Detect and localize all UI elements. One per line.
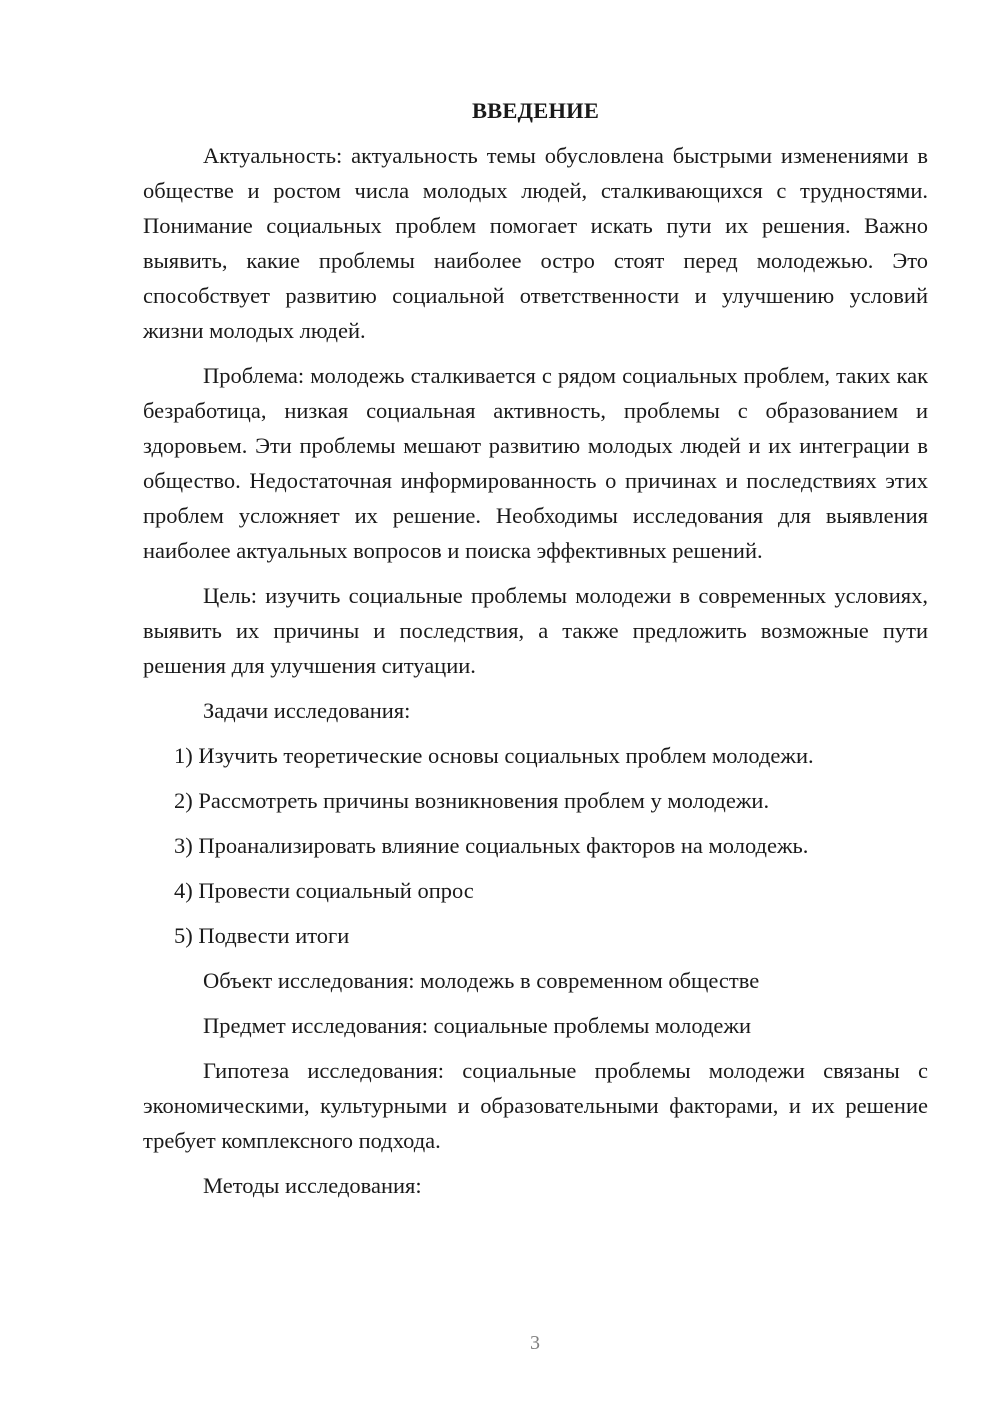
task-item-4: 4) Провести социальный опрос (174, 878, 474, 903)
research-object: Объект исследования: молодежь в современном обществе (203, 968, 760, 993)
page-content (143, 93, 928, 1213)
task-item-2: 2) Рассмотреть причины возникновения проблем у молодежи. (174, 788, 770, 813)
methods-title: Методы исследования: (203, 1173, 422, 1198)
tasks-title: Задачи исследования: (203, 698, 411, 723)
task-item-3: 3) Проанализировать влияние социальных факторов на молодежь. (174, 833, 809, 858)
section-heading: ВВЕДЕНИЕ (471, 98, 600, 123)
research-subject: Предмет исследования: социальные проблемы молодежи (203, 1013, 751, 1038)
relevance-paragraph: Актуальность: актуальность темы обусловлена быстрыми изменениями в обществе и ростом числа молодых людей, сталкивающихся с трудностями. Понимание социальных проблем помогает искать пути их решения. Важно выявить, какие проблемы наиболее остро стоят перед молодежью. Это способствует развитию социальной ответственности и улучшению условий жизни молодых людей. (143, 143, 928, 343)
task-item-5: 5) Подвести итоги (174, 923, 350, 948)
hypothesis-paragraph: Гипотеза исследования: социальные проблемы молодежи связаны с экономическими, культурными и образовательными факторами, и их решение требует комплексного подхода. (143, 1058, 928, 1153)
problem-paragraph: Проблема: молодежь сталкивается с рядом социальных проблем, таких как безработица, низкая социальная активность, проблемы с образованием и здоровьем. Эти проблемы мешают развитию молодых людей и их интеграции в общество. Недостаточная информированность о причинах и последствиях этих проблем усложняет их решение. Необходимы исследования для выявления наиболее актуальных вопросов и поиска эффективных решений. (143, 363, 928, 563)
task-item-1: 1) Изучить теоретические основы социальных проблем молодежи. (174, 743, 814, 768)
page-number: 3 (530, 1332, 540, 1354)
goal-paragraph: Цель: изучить социальные проблемы молодежи в современных условиях, выявить их причины и последствия, а также предложить возможные пути решения для улучшения ситуации. (143, 583, 928, 678)
